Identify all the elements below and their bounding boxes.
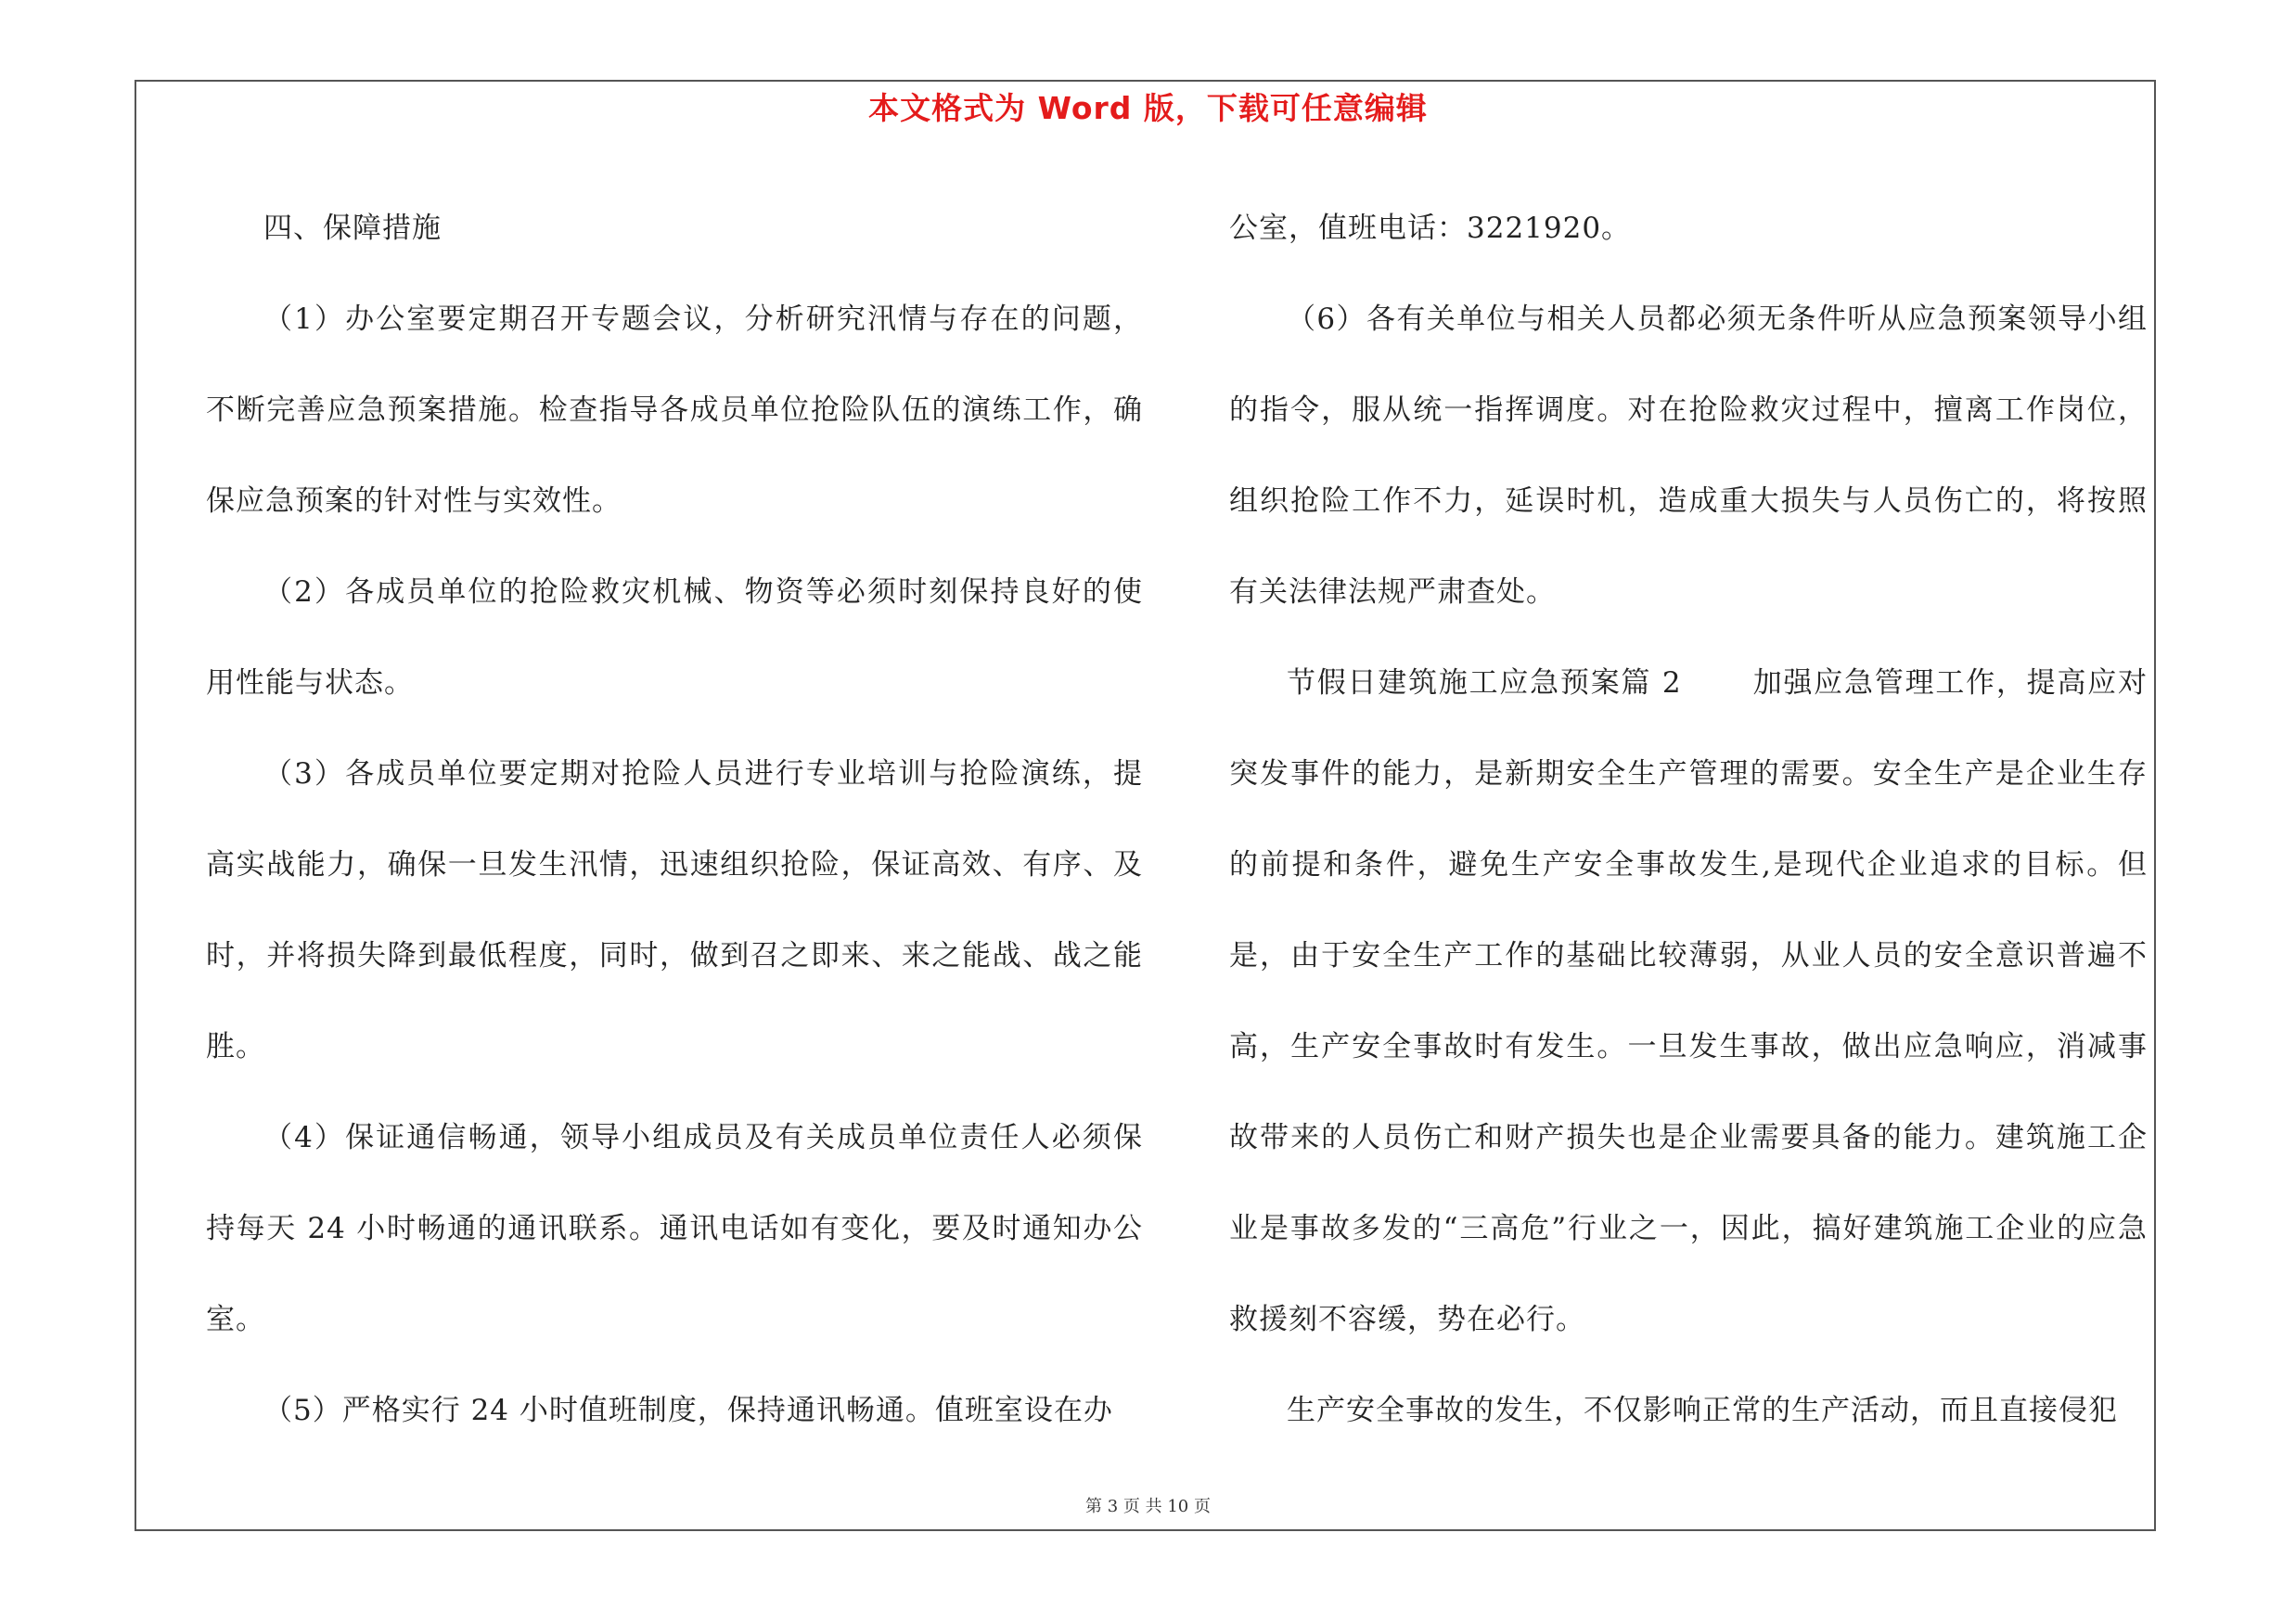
word-format-banner: 本文格式为 Word 版，下载可任意编辑 [868, 90, 1428, 126]
paragraph: （6）各有关单位与相关人员都必须无条件听从应急预案领导小组的指令，服从统一指挥调度。对在抢险救灾过程中，擅离工作岗位，组织抢险工作不力，延误时机，造成重大损失与人员伤亡的，将按照有关法律法规严肃查处。 [1229, 303, 2148, 609]
paragraph: （2）各成员单位的抢险救灾机械、物资等必须时刻保持良好的使用性能与状态。 [206, 575, 1143, 700]
right-column [1229, 183, 2148, 1456]
paragraph: 节假日建筑施工应急预案篇 2 加强应急管理工作，提高应对突发事件的能力，是新期安全生产管理的需要。安全生产是企业生存的前提和条件，避免生产安全事故发生,是现代企业追求的目标。但是，由于安全生产工作的基础比较薄弱，从业人员的安全意识普遍不高，生产安全事故时有发生。一旦发生事故，做出应急响应，消减事故带来的人员伤亡和财产损失也是企业需要具备的能力。建筑施工企业是事故多发的“三高危”行业之一，因此，搞好建筑施工企业的应急救援刻不容缓，势在必行。 [1229, 666, 2148, 1336]
section-heading: 四、保障措施 [263, 212, 442, 245]
paragraph: （5）严格实行 24 小时值班制度，保持通讯畅通。值班室设在办 [263, 1394, 1113, 1427]
left-column [206, 183, 1143, 1456]
paragraph: （4）保证通信畅通，领导小组成员及有关成员单位责任人必须保持每天 24 小时畅通的通讯联系。通讯电话如有变化，要及时通知办公室。 [206, 1121, 1143, 1336]
paragraph-continuation: 公室，值班电话：3221920。 [1229, 212, 1632, 245]
paragraph: （3）各成员单位要定期对抢险人员进行专业培训与抢险演练，提高实战能力，确保一旦发生汛情，迅速组织抢险，保证高效、有序、及时，并将损失降到最低程度，同时，做到召之即来、来之能战、战之能胜。 [206, 757, 1143, 1063]
page-number-footer: 第 3 页 共 10 页 [1085, 1497, 1211, 1516]
paragraph: （1）办公室要定期召开专题会议，分析研究汛情与存在的问题，不断完善应急预案措施。检查指导各成员单位抢险队伍的演练工作，确保应急预案的针对性与实效性。 [206, 303, 1143, 518]
paragraph: 生产安全事故的发生，不仅影响正常的生产活动，而且直接侵犯 [1287, 1394, 2118, 1427]
